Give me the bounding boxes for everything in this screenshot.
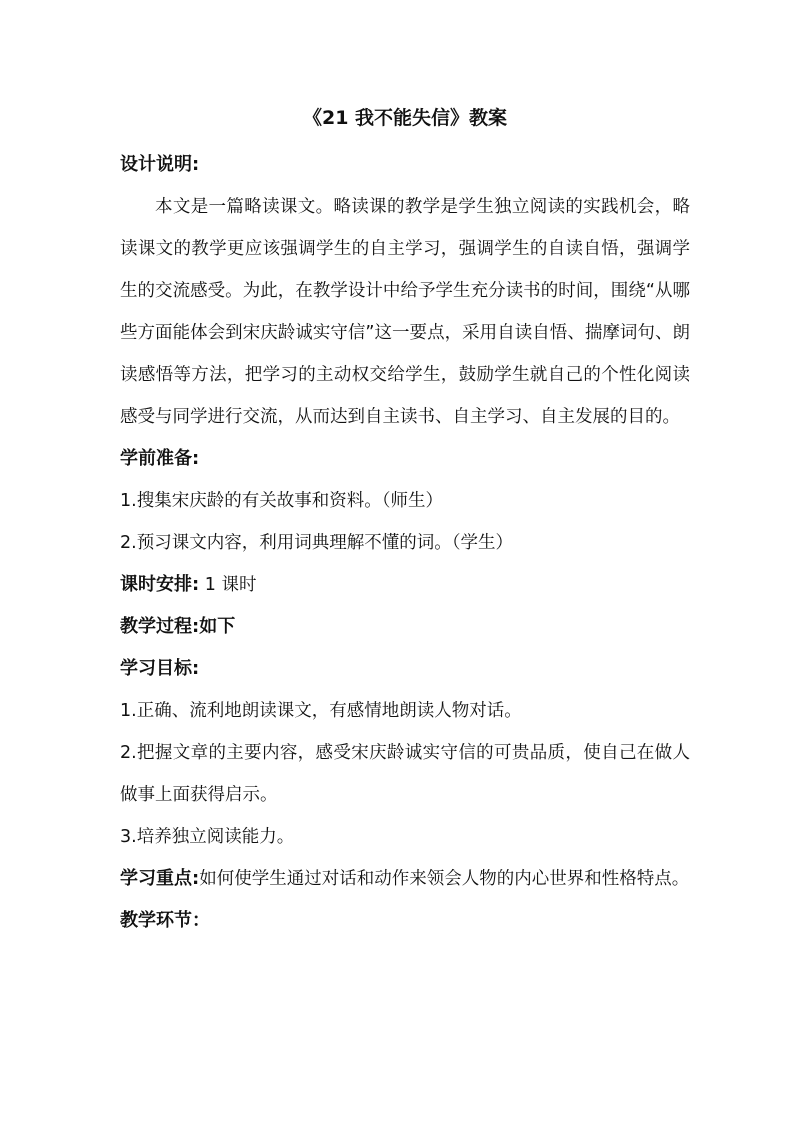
schedule-label: 课时安排: [120,574,200,595]
document-title: 《21 我不能失信》教案 [302,107,508,129]
document-content [120,100,690,942]
goal-item: 3.培养独立阅读能力。 [120,827,295,847]
schedule-value: 1 课时 [199,575,257,595]
schedule-line [120,564,690,606]
focus-paragraph [120,858,690,900]
steps-heading: 教学环节： [120,910,210,931]
goal-item: 2.把握文章的主要内容，感受宋庆龄诚实守信的可贵品质，使自己在做人做事上面获得启示。 [120,743,690,805]
prep-item: 2.预习课文内容，利用词典理解不懂的词。（学生） [120,533,513,553]
focus-value: 如何使学生通过对话和动作来领会人物的内心世界和性格特点。 [199,869,690,889]
focus-label: 学习重点: [120,868,200,889]
design-heading: 设计说明: [120,154,200,175]
design-paragraph: 本文是一篇略读课文。略读课的教学是学生独立阅读的实践机会，略读课文的教学更应该强调学生的自主学习，强调学生的自读自悟，强调学生的交流感受。为此，在教学设计中给予学生充分读书的时间，围绕“从哪些方面能体会到宋庆龄诚实守信”这一要点，采用自读自悟、揣摩词句、朗读感悟等方法，把学习的主动权交给学生，鼓励学生就自己的个性化阅读感受与同学进行交流，从而达到自主读书、自主学习、自主发展的目的。 [120,197,690,427]
goals-heading: 学习目标: [120,658,200,679]
process-heading: 教学过程:如下 [120,616,236,637]
prep-heading: 学前准备: [120,448,200,469]
prep-item: 1.搜集宋庆龄的有关故事和资料。（师生） [120,491,443,511]
goal-item: 1.正确、流利地朗读课文，有感情地朗读人物对话。 [120,701,522,721]
